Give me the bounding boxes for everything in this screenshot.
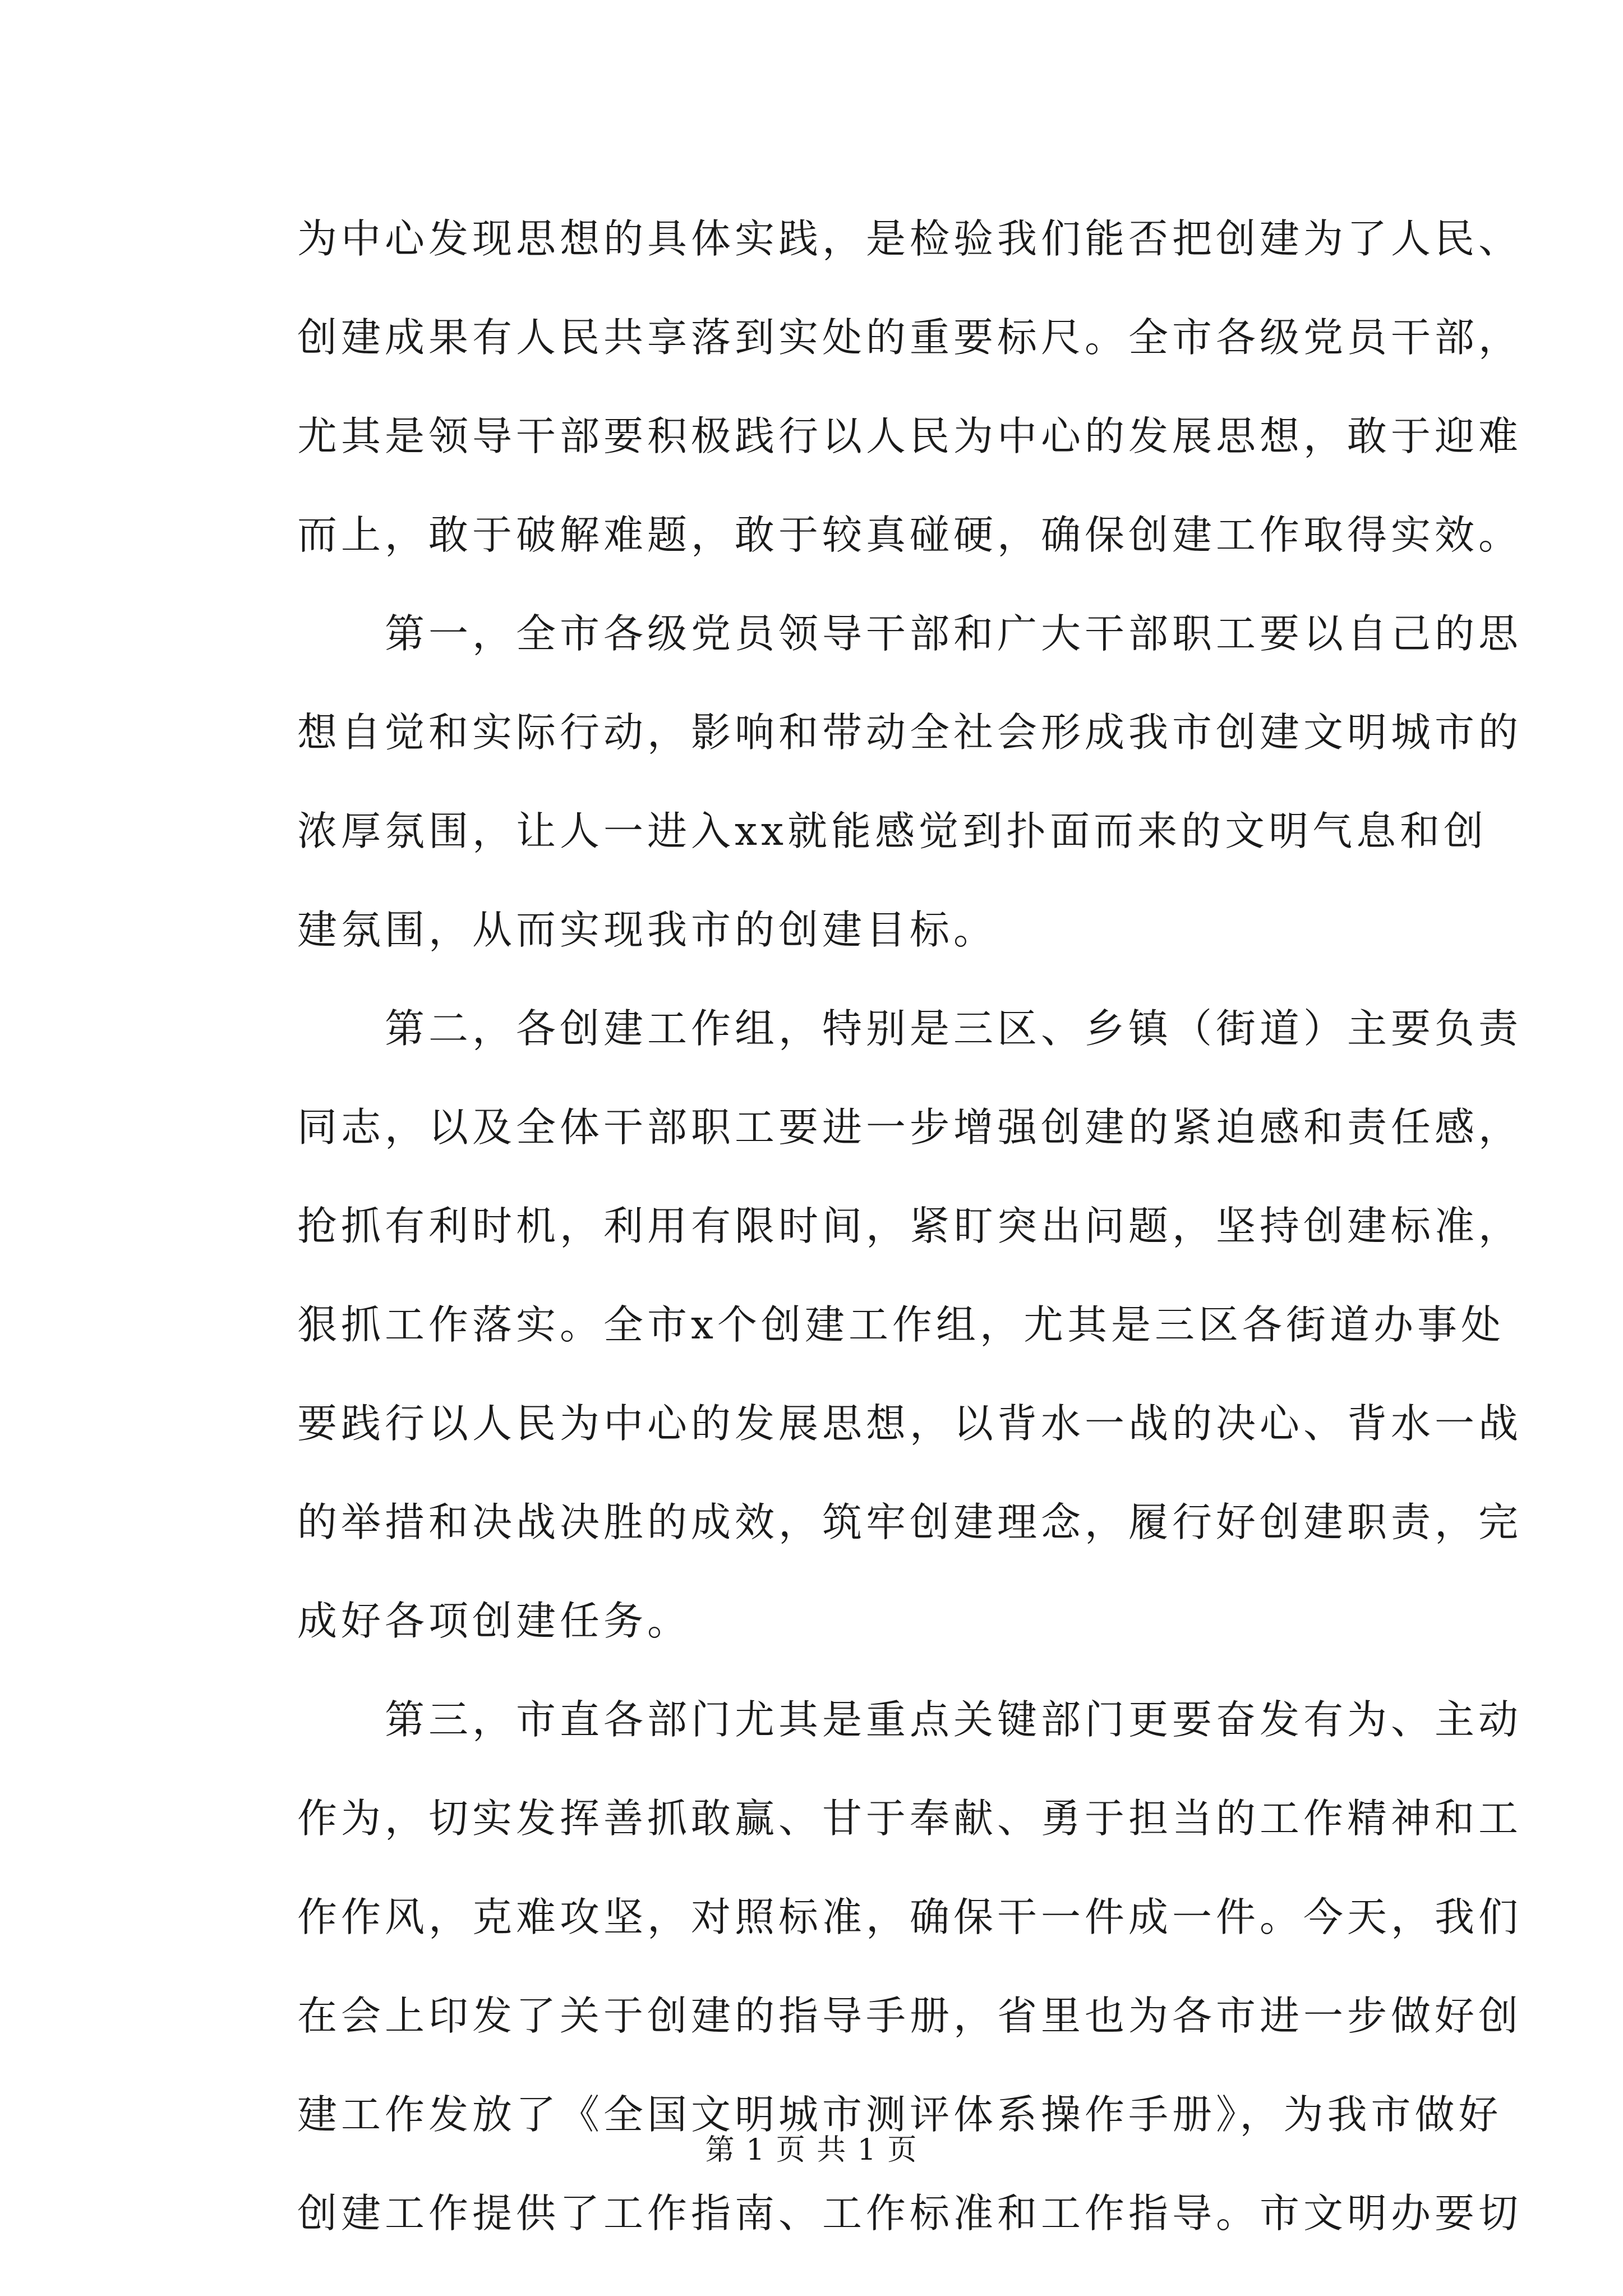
text-line: 创建成果有人民共享落到实处的重要标尺。全市各级党员干部， <box>297 314 1523 361</box>
page-footer: 第 1 页 共 1 页 <box>705 2133 918 2167</box>
text-line: 作作风，克难攻坚，对照标准，确保干一件成一件。今天，我们 <box>297 1894 1523 1940</box>
text-line: 建工作发放了《全国文明城市测评体系操作手册》，为我市做好 <box>297 2091 1502 2138</box>
text-line: 要践行以人民为中心的发展思想，以背水一战的决心、背水一战 <box>297 1400 1523 1447</box>
text-line: 的举措和决战决胜的成效，筑牢创建理念，履行好创建职责，完 <box>297 1499 1523 1545</box>
body-text <box>297 190 1523 2263</box>
text-line: 狠抓工作落实。全市x个创建工作组，尤其是三区各街道办事处 <box>297 1301 1505 1348</box>
text-line: 第三，市直各部门尤其是重点关键部门更要奋发有为、主动 <box>297 1696 1523 1743</box>
text-line: 成好各项创建任务。 <box>297 1598 691 1644</box>
text-line: 创建工作提供了工作指南、工作标准和工作指导。市文明办要切 <box>297 2190 1523 2237</box>
text-line: 浓厚氛围，让人一进入xx就能感觉到扑面而来的文明气息和创 <box>297 808 1488 854</box>
text-line: 为中心发现思想的具体实践，是检验我们能否把创建为了人民、 <box>297 215 1523 262</box>
text-line: 想自觉和实际行动，影响和带动全社会形成我市创建文明城市的 <box>297 709 1523 756</box>
text-line: 而上，敢于破解难题，敢于较真碰硬，确保创建工作取得实效。 <box>297 512 1523 558</box>
text-line: 作为，切实发挥善抓敢赢、甘于奉献、勇于担当的工作精神和工 <box>297 1795 1523 1842</box>
text-line: 尤其是领导干部要积极践行以人民为中心的发展思想，敢于迎难 <box>297 413 1523 459</box>
text-line: 在会上印发了关于创建的指导手册，省里也为各市进一步做好创 <box>297 1993 1523 2039</box>
text-line: 第一，全市各级党员领导干部和广大干部职工要以自己的思 <box>297 610 1523 657</box>
text-line: 建氛围，从而实现我市的创建目标。 <box>297 907 998 953</box>
text-line: 同志，以及全体干部职工要进一步增强创建的紧迫感和责任感， <box>297 1104 1523 1151</box>
text-line: 第二，各创建工作组，特别是三区、乡镇（街道）主要负责 <box>297 1005 1523 1052</box>
text-line: 抢抓有利时机，利用有限时间，紧盯突出问题，坚持创建标准， <box>297 1203 1523 1249</box>
